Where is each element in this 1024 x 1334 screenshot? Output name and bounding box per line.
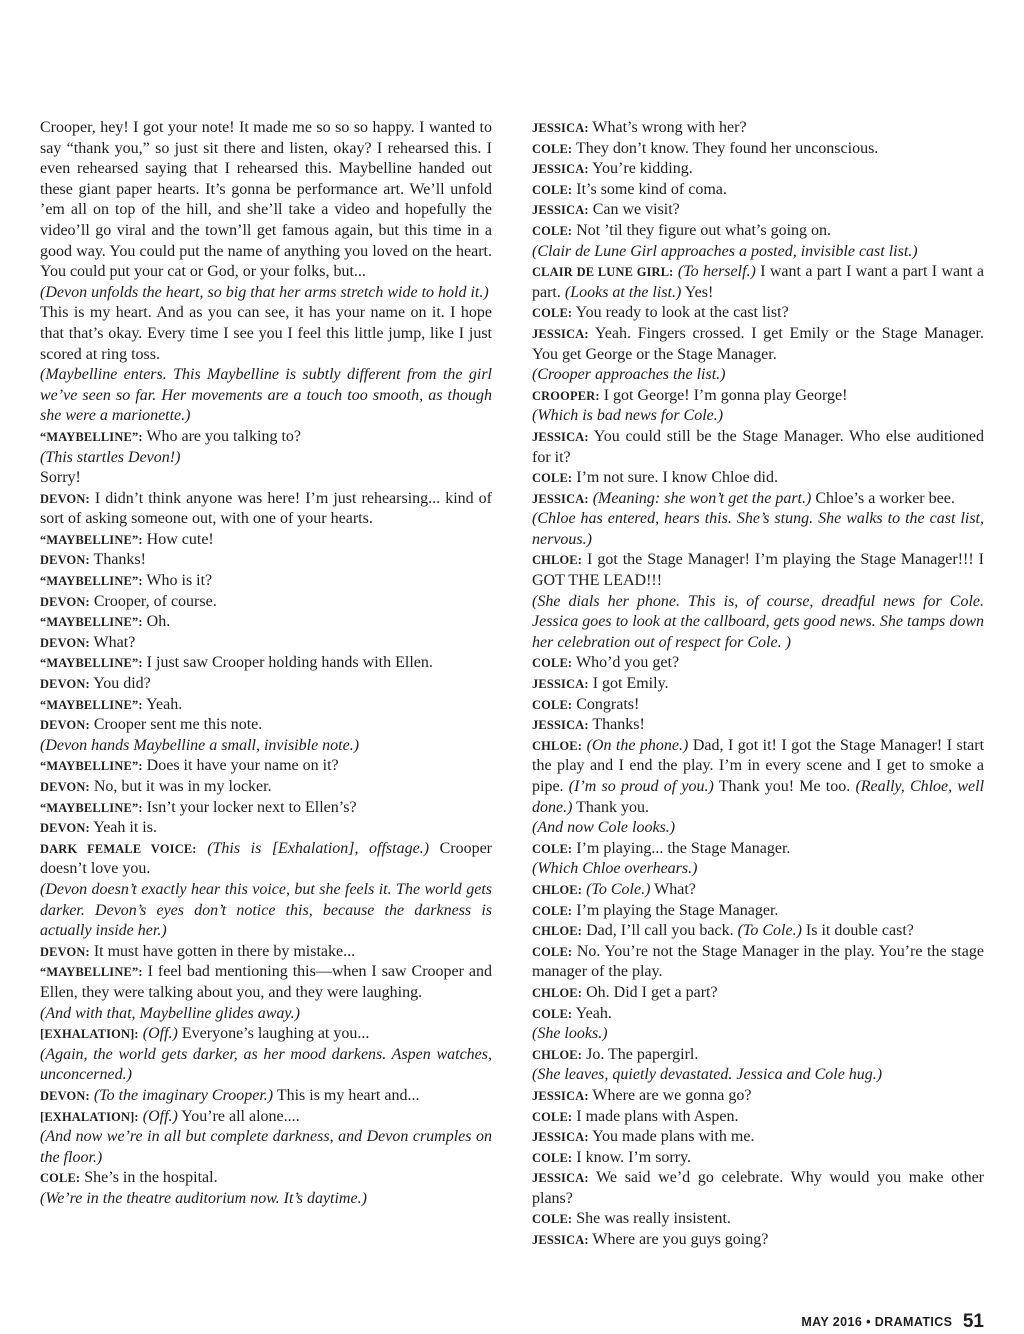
stage-direction <box>40 1189 492 1210</box>
dialogue-line <box>40 633 492 654</box>
speaker-name: CHLOE: <box>532 1047 583 1062</box>
dialogue-text: I’m not sure. I know Chloe did. <box>576 469 778 487</box>
dialogue-text: Who’d you get? <box>575 654 680 672</box>
speaker-name: COLE: <box>532 903 573 918</box>
dialogue-line <box>532 942 984 983</box>
dialogue-line <box>532 921 984 942</box>
dialogue-text: Crooper sent me this note. <box>93 716 263 734</box>
dialogue-text: Chloe’s a worker bee. <box>815 489 955 507</box>
speaker-name: COLE: <box>532 1006 573 1021</box>
dialogue-line <box>532 118 984 139</box>
dialogue-text: Crooper doesn’t love you. <box>40 839 493 878</box>
stage-direction <box>532 859 984 880</box>
page-number: 51 <box>962 1311 984 1332</box>
speaker-name: “MAYBELLINE”: <box>40 532 143 547</box>
dialogue-line <box>532 1045 984 1066</box>
stage-direction <box>532 1065 984 1086</box>
speaker-name: [EXHALATION]: <box>40 1109 139 1124</box>
speaker-name: JESSICA: <box>532 1130 589 1145</box>
stage-direction-inline: (To Cole.) <box>737 922 802 940</box>
dialogue-line <box>40 777 492 798</box>
dialogue-line <box>40 1107 492 1128</box>
dialogue-text <box>40 303 492 365</box>
stage-direction-inline: (She looks.) <box>532 1025 608 1043</box>
dialogue-line <box>532 262 984 303</box>
dialogue-text: Does it have your name on it? <box>146 757 339 775</box>
stage-direction-inline: (Off.) <box>142 1025 178 1043</box>
dialogue-line <box>532 901 984 922</box>
stage-direction-inline: (Looks at the list.) <box>564 283 682 301</box>
speaker-name: CHLOE: <box>532 553 583 568</box>
speaker-name: COLE: <box>532 1150 573 1165</box>
dialogue-text: No. You’re not the Stage Manager in the play. You’re the stage manager of the play. <box>532 942 985 981</box>
speaker-name: DEVON: <box>40 635 90 650</box>
dialogue-line <box>532 1107 984 1128</box>
issue-label: MAY 2016 • DRAMATICS <box>801 1315 953 1329</box>
stage-direction-inline: (We’re in the theatre auditorium now. It’s daytime.) <box>40 1189 367 1207</box>
stage-direction-inline: (Devon doesn’t exactly hear this voice, but she feels it. The world gets darker. Devon’s eyes don’t notice this, because the darkness is actually inside her.) <box>40 880 492 940</box>
dialogue-text: Oh. Did I get a part? <box>586 983 718 1001</box>
speaker-name: DARK FEMALE VOICE: <box>40 841 197 856</box>
stage-direction <box>532 818 984 839</box>
dialogue-line <box>40 962 492 1003</box>
dialogue-text: Sorry! <box>40 469 81 487</box>
dialogue-line <box>532 1209 984 1230</box>
speaker-name: DEVON: <box>40 553 90 568</box>
stage-direction-inline: (This is [Exhalation], offstage.) <box>207 839 430 857</box>
dialogue-text: Yeah. Fingers crossed. I get Emily or the Stage Manager. You get George or the Stage Manager. <box>532 324 985 363</box>
dialogue-text: I made plans with Aspen. <box>576 1107 739 1125</box>
dialogue-line <box>532 139 984 160</box>
dialogue-line <box>40 942 492 963</box>
dialogue-text: You made plans with me. <box>592 1128 755 1146</box>
dialogue-text: This is my heart. And as you can see, it has your name on it. I hope that that’s okay. Every time I see you I feel this little jump, like I just scored at ring toss. <box>40 304 492 363</box>
dialogue-line <box>40 818 492 839</box>
dialogue-text: Crooper, hey! I got your note! It made me so so so happy. I wanted to say “thank you,” so just sit there and listen, okay? I rehearsed this. I even rehearsed saying that I rehearsed this. Maybelline handed out these giant paper hearts. It’s gonna be performance art. We’ll unfold ’em all on top of the hill, and she’ll take a video and hopefully the video’ll go viral and the town’ll get famous again, but this time in a good way. You could put the name of anything you loved on the heart. You could put your cat or God, or your folks, but... <box>40 119 492 281</box>
speaker-name: JESSICA: <box>532 1233 589 1248</box>
speaker-name: “MAYBELLINE”: <box>40 800 143 815</box>
dialogue-text: I got Emily. <box>592 675 669 693</box>
speaker-name: COLE: <box>40 1171 81 1186</box>
dialogue-line <box>532 200 984 221</box>
dialogue-text: Where are we gonna go? <box>592 1086 752 1104</box>
speaker-name: JESSICA: <box>532 718 589 733</box>
speaker-name: DEVON: <box>40 491 90 506</box>
dialogue-text: You ready to look at the cast list? <box>575 304 789 322</box>
stage-direction <box>532 592 984 654</box>
stage-direction <box>40 736 492 757</box>
speaker-name: JESSICA: <box>532 677 589 692</box>
dialogue-text: She was really insistent. <box>576 1210 731 1228</box>
speaker-name: JESSICA: <box>532 203 589 218</box>
dialogue-text: Yeah it is. <box>93 819 157 837</box>
dialogue-line <box>532 653 984 674</box>
speaker-name: JESSICA: <box>532 1171 589 1186</box>
speaker-name: CHLOE: <box>532 985 583 1000</box>
dialogue-line <box>40 715 492 736</box>
dialogue-text: You’re all alone.... <box>181 1107 300 1125</box>
stage-direction-inline: (Meaning: she won’t get the part.) <box>592 489 812 507</box>
dialogue-line <box>40 653 492 674</box>
dialogue-text: I’m playing the Stage Manager. <box>576 901 779 919</box>
speaker-name: JESSICA: <box>532 429 589 444</box>
stage-direction <box>40 365 492 427</box>
stage-direction <box>40 448 492 469</box>
dialogue-line <box>532 1168 984 1209</box>
dialogue-text: Thanks! <box>93 551 146 569</box>
stage-direction-inline: (Really, Chloe, well done.) <box>532 778 985 816</box>
dialogue-line <box>532 983 984 1004</box>
dialogue-line <box>532 674 984 695</box>
dialogue-text: What? <box>654 880 696 898</box>
page-footer <box>801 1311 984 1333</box>
speaker-name: DEVON: <box>40 821 90 836</box>
dialogue-text: Yes! <box>684 283 714 301</box>
speaker-name: “MAYBELLINE”: <box>40 574 143 589</box>
stage-direction <box>532 406 984 427</box>
speaker-name: COLE: <box>532 944 573 959</box>
speaker-name: CHLOE: <box>532 882 583 897</box>
speaker-name: DEVON: <box>40 944 90 959</box>
dialogue-text: I know. I’m sorry. <box>576 1148 692 1166</box>
speaker-name: COLE: <box>532 1212 573 1227</box>
dialogue-text: Is it double cast? <box>805 922 914 940</box>
dialogue-line <box>532 839 984 860</box>
dialogue-line <box>40 756 492 777</box>
dialogue-text: Yeah. <box>146 695 183 713</box>
dialogue-text: Isn’t your locker next to Ellen’s? <box>146 798 357 816</box>
speaker-name: COLE: <box>532 841 573 856</box>
stage-direction-inline: (This startles Devon!) <box>40 448 181 466</box>
stage-direction-inline: (Devon hands Maybelline a small, invisible note.) <box>40 736 360 754</box>
stage-direction-inline: (Devon unfolds the heart, so big that her arms stretch wide to hold it.) <box>40 283 489 301</box>
dialogue-line <box>532 489 984 510</box>
speaker-name: “MAYBELLINE”: <box>40 656 143 671</box>
dialogue-text: Thank you. <box>576 798 650 816</box>
dialogue-text: I didn’t think anyone was here! I’m just rehearsing... kind of sort of asking someone out, with one of your hearts. <box>40 489 493 528</box>
dialogue-text: She’s in the hospital. <box>84 1169 218 1187</box>
speaker-name: CHLOE: <box>532 738 583 753</box>
dialogue-text: I got the Stage Manager! I’m playing the Stage Manager!!! I GOT THE LEAD!!! <box>532 551 984 590</box>
stage-direction <box>532 1024 984 1045</box>
dialogue-text: They don’t know. They found her unconscious. <box>575 139 879 157</box>
right-script-column <box>532 118 984 1251</box>
dialogue-text: Congrats! <box>576 695 640 713</box>
dialogue-text: I’m playing... the Stage Manager. <box>576 839 791 857</box>
dialogue-line <box>40 571 492 592</box>
dialogue-line <box>532 550 984 591</box>
dialogue-text: You’re kidding. <box>592 160 693 178</box>
dialogue-text: We said we’d go celebrate. Why would you make other plans? <box>532 1169 984 1207</box>
speaker-name: COLE: <box>532 223 573 238</box>
dialogue-line <box>532 1004 984 1025</box>
dialogue-line <box>532 468 984 489</box>
speaker-name: JESSICA: <box>532 326 589 341</box>
stage-direction-inline: (Which is bad news for Cole.) <box>532 407 724 425</box>
stage-direction-inline: (I’m so proud of you.) <box>568 778 714 795</box>
dialogue-text <box>40 118 492 283</box>
stage-direction-inline: (Maybelline enters. This Maybelline is subtly different from the girl we’ve seen so far. Her movements are a touch too smooth, as though she were a marionette.) <box>40 366 492 425</box>
speaker-name: COLE: <box>532 182 573 197</box>
speaker-name: COLE: <box>532 1109 573 1124</box>
stage-direction <box>532 365 984 386</box>
speaker-name: JESSICA: <box>532 162 589 177</box>
dialogue-line <box>532 159 984 180</box>
dialogue-line <box>532 880 984 901</box>
speaker-name: “MAYBELLINE”: <box>40 759 143 774</box>
speaker-name: DEVON: <box>40 718 90 733</box>
stage-direction <box>40 283 492 304</box>
stage-direction-inline: (On the phone.) <box>586 736 689 754</box>
stage-direction-inline: (Again, the world gets darker, as her mood darkens. Aspen watches, unconcerned.) <box>40 1045 492 1084</box>
dialogue-line <box>532 736 984 818</box>
speaker-name: DEVON: <box>40 594 90 609</box>
dialogue-text: I just saw Crooper holding hands with Ellen. <box>146 654 433 672</box>
dialogue-line <box>40 592 492 613</box>
stage-direction-inline: (She leaves, quietly devastated. Jessica and Cole hug.) <box>532 1066 883 1084</box>
dialogue-text: I got George! I’m gonna play George! <box>603 386 848 404</box>
stage-direction-inline: (And with that, Maybelline glides away.) <box>40 1004 300 1022</box>
dialogue-line <box>532 180 984 201</box>
speaker-name: JESSICA: <box>532 1088 589 1103</box>
dialogue-line <box>40 839 492 880</box>
dialogue-text <box>40 468 492 489</box>
speaker-name: COLE: <box>532 656 573 671</box>
stage-direction <box>532 242 984 263</box>
dialogue-line <box>40 427 492 448</box>
dialogue-text: Can we visit? <box>592 201 680 219</box>
dialogue-line <box>40 1024 492 1045</box>
dialogue-line <box>40 674 492 695</box>
dialogue-line <box>40 550 492 571</box>
speaker-name: [EXHALATION]: <box>40 1027 139 1042</box>
dialogue-text: It must have gotten in there by mistake... <box>93 942 356 960</box>
stage-direction-inline: (To herself.) <box>677 263 756 281</box>
dialogue-text: Crooper, of course. <box>93 592 217 610</box>
dialogue-text: Not ’til they figure out what’s going on. <box>576 221 832 239</box>
dialogue-text: What’s wrong with her? <box>592 119 747 136</box>
speaker-name: CHLOE: <box>532 924 583 939</box>
dialogue-text: Thank you! Me too. <box>718 778 851 795</box>
dialogue-text: Where are you guys going? <box>592 1231 769 1249</box>
stage-direction-inline: (Off.) <box>142 1107 178 1125</box>
stage-direction-inline: (Crooper approaches the list.) <box>532 366 726 384</box>
speaker-name: CROOPER: <box>532 388 600 403</box>
stage-direction-inline: (She dials her phone. This is, of course, dreadful news for Cole. Jessica goes to look at the callboard, gets good news. She tamps down her celebration out of respect for Cole. ) <box>532 592 984 651</box>
stage-direction-inline: (And now we’re in all but complete darkness, and Devon crumples on the floor.) <box>40 1128 492 1166</box>
dialogue-text: Yeah. <box>575 1004 612 1022</box>
speaker-name: COLE: <box>532 697 573 712</box>
dialogue-line <box>40 1168 492 1189</box>
speaker-name: DEVON: <box>40 780 90 794</box>
stage-direction <box>40 1127 492 1168</box>
speaker-name: “MAYBELLINE”: <box>40 965 143 980</box>
dialogue-line <box>40 489 492 530</box>
left-script-column <box>40 118 492 1209</box>
speaker-name: DEVON: <box>40 1088 90 1103</box>
dialogue-text: Jo. The papergirl. <box>586 1045 699 1063</box>
dialogue-text: No, but it was in my locker. <box>93 778 272 795</box>
dialogue-text: Who is it? <box>146 572 213 590</box>
dialogue-line <box>532 1127 984 1148</box>
stage-direction-inline: (Chloe has entered, hears this. She’s stung. She walks to the cast list, nervous.) <box>532 510 984 548</box>
speaker-name: DEVON: <box>40 677 90 692</box>
speaker-name: COLE: <box>532 141 573 156</box>
dialogue-line <box>532 303 984 324</box>
stage-direction-inline: (To Cole.) <box>586 880 651 898</box>
speaker-name: COLE: <box>532 471 573 486</box>
dialogue-line <box>532 1148 984 1169</box>
dialogue-text: Oh. <box>146 613 171 631</box>
dialogue-line <box>532 324 984 365</box>
speaker-name: JESSICA: <box>532 491 589 506</box>
stage-direction-inline: (Clair de Lune Girl approaches a posted, invisible cast list.) <box>532 242 918 260</box>
dialogue-text: You could still be the Stage Manager. Who else auditioned for it? <box>532 427 985 466</box>
dialogue-line <box>532 427 984 468</box>
stage-direction-inline: (And now Cole looks.) <box>532 819 676 837</box>
speaker-name: COLE: <box>532 306 573 321</box>
stage-direction <box>40 1045 492 1086</box>
dialogue-line <box>40 1086 492 1107</box>
dialogue-line <box>40 695 492 716</box>
speaker-name: “MAYBELLINE”: <box>40 615 143 630</box>
dialogue-text: I feel bad mentioning this—when I saw Crooper and Ellen, they were talking about you, and they were laughing. <box>40 963 492 1001</box>
dialogue-text: Who are you talking to? <box>146 427 302 445</box>
dialogue-text: Everyone’s laughing at you... <box>181 1025 370 1043</box>
dialogue-text: Dad, I’ll call you back. <box>586 922 734 940</box>
dialogue-line <box>532 695 984 716</box>
dialogue-line <box>40 612 492 633</box>
dialogue-line <box>532 715 984 736</box>
stage-direction-inline: (Which Chloe overhears.) <box>532 860 698 878</box>
dialogue-text: Thanks! <box>592 716 645 734</box>
speaker-name: JESSICA: <box>532 121 589 135</box>
dialogue-line <box>532 221 984 242</box>
dialogue-text: This is my heart and... <box>276 1086 420 1104</box>
dialogue-text: I want a part I want a part I want a part. <box>532 263 985 301</box>
dialogue-text: You did? <box>93 675 151 693</box>
stage-direction-inline: (To the imaginary Crooper.) <box>93 1086 274 1104</box>
dialogue-line <box>532 386 984 407</box>
dialogue-text: It’s some kind of coma. <box>576 180 727 198</box>
speaker-name: “MAYBELLINE”: <box>40 697 143 712</box>
stage-direction <box>532 509 984 550</box>
dialogue-line <box>532 1230 984 1251</box>
dialogue-line <box>532 1086 984 1107</box>
dialogue-line <box>40 798 492 819</box>
stage-direction <box>40 1004 492 1025</box>
dialogue-text: What? <box>93 633 136 651</box>
dialogue-text: How cute! <box>146 530 214 548</box>
speaker-name: CLAIR DE LUNE GIRL: <box>532 265 674 280</box>
dialogue-line <box>40 530 492 551</box>
stage-direction <box>40 880 492 942</box>
speaker-name: “MAYBELLINE”: <box>40 429 143 444</box>
dialogue-text: Dad, I got it! I got the Stage Manager! I start the play and I end the play. I’m in every scene and I get to smoke a pipe. <box>532 736 985 795</box>
